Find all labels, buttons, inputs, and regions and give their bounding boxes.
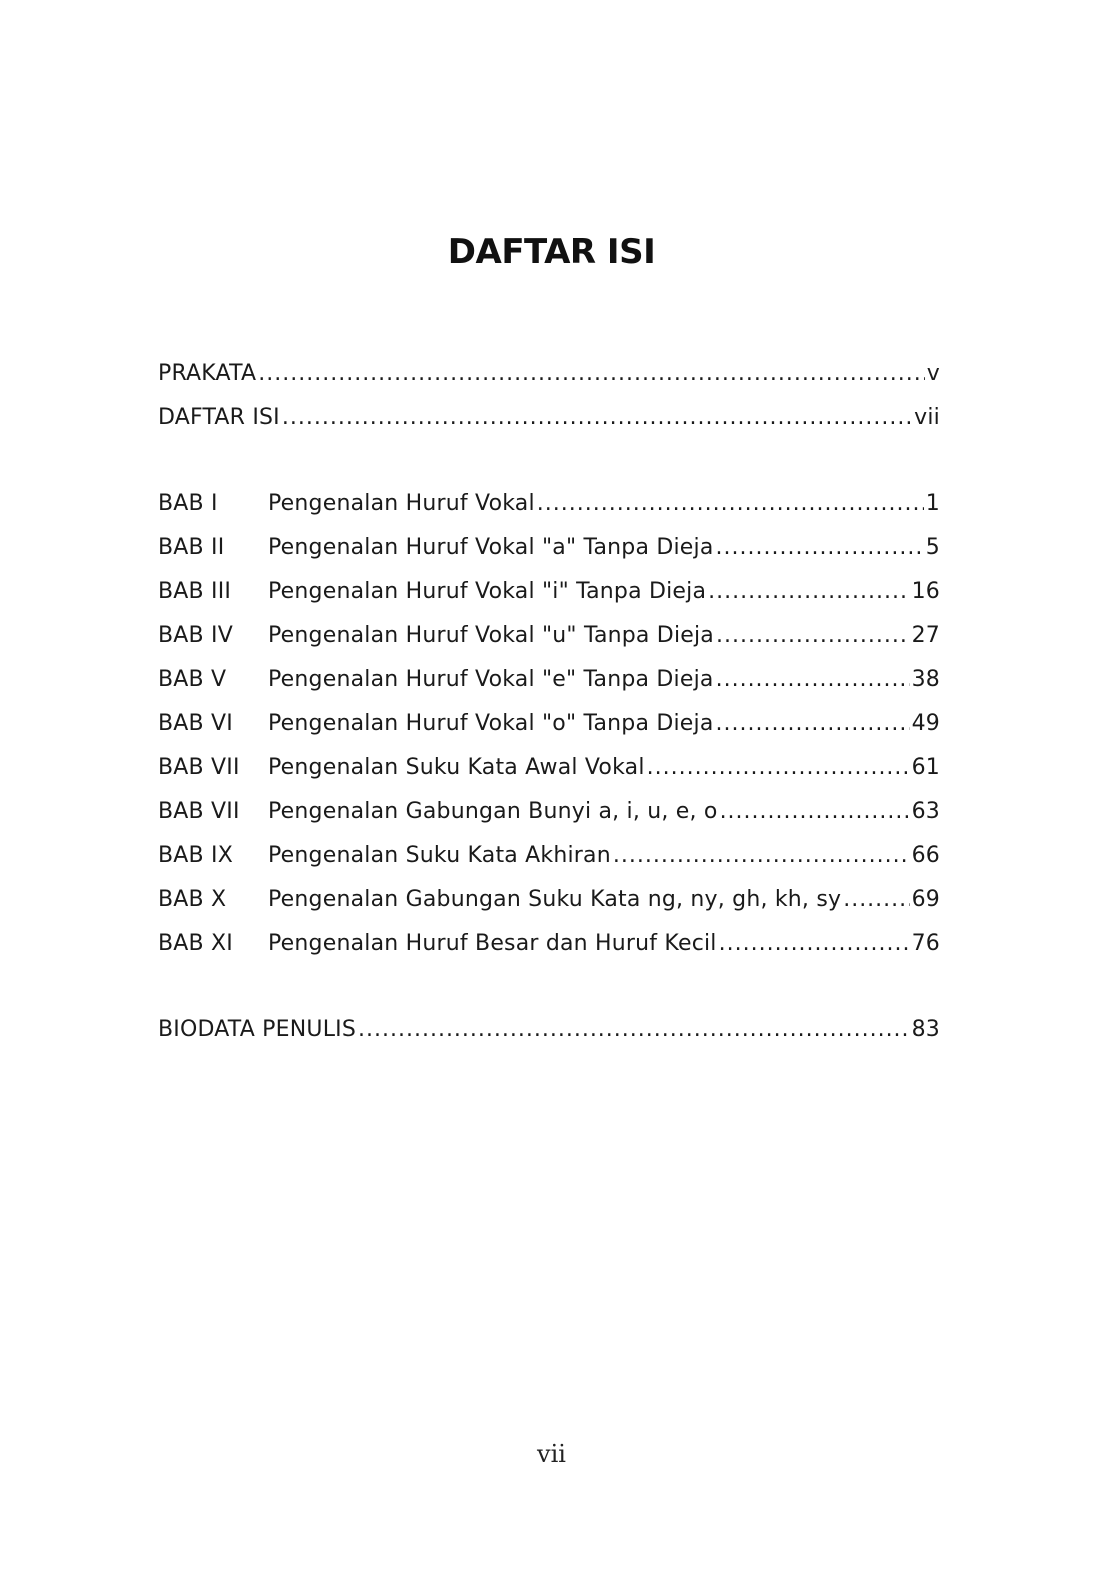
toc-entry-page: 83 bbox=[911, 1017, 940, 1042]
chapter-page: 5 bbox=[925, 535, 940, 560]
chapter-page: 69 bbox=[911, 887, 940, 912]
toc-chapter-row[interactable] bbox=[158, 482, 940, 526]
toc-entry-biodata-penulis[interactable] bbox=[158, 1008, 940, 1052]
dot-leader bbox=[537, 482, 924, 526]
chapter-title: Pengenalan Huruf Vokal "e" Tanpa Dieja bbox=[268, 667, 714, 692]
chapter-number: BAB IX bbox=[158, 843, 233, 868]
toc-entry-page: vii bbox=[914, 405, 940, 430]
toc-entry-prakata[interactable] bbox=[158, 352, 940, 396]
chapter-number: BAB VI bbox=[158, 711, 233, 736]
toc-entry-label: DAFTAR ISI bbox=[158, 405, 280, 430]
chapter-number: BAB X bbox=[158, 887, 227, 912]
dot-leader bbox=[613, 834, 910, 878]
toc-chapter-row[interactable] bbox=[158, 658, 940, 702]
dot-leader bbox=[708, 570, 909, 614]
chapter-number: BAB VII bbox=[158, 755, 240, 780]
chapter-number: BAB XI bbox=[158, 931, 233, 956]
chapter-number: BAB I bbox=[158, 491, 218, 516]
page-title: DAFTAR ISI bbox=[447, 232, 656, 272]
chapter-page: 49 bbox=[911, 711, 940, 736]
dot-leader bbox=[716, 658, 910, 702]
dot-leader bbox=[258, 352, 924, 396]
dot-leader bbox=[719, 922, 910, 966]
toc-chapter-row[interactable] bbox=[158, 526, 940, 570]
chapter-page: 16 bbox=[911, 579, 940, 604]
dot-leader bbox=[843, 878, 909, 922]
toc-back-matter bbox=[158, 1008, 940, 1052]
toc-chapter-row[interactable] bbox=[158, 790, 940, 834]
chapter-page: 61 bbox=[911, 755, 940, 780]
dot-leader bbox=[716, 702, 910, 746]
chapter-title: Pengenalan Huruf Vokal bbox=[268, 491, 535, 516]
chapter-title: Pengenalan Huruf Vokal "o" Tanpa Dieja bbox=[268, 711, 714, 736]
toc-entry-daftar-isi[interactable] bbox=[158, 396, 940, 440]
chapter-title: Pengenalan Huruf Vokal "a" Tanpa Dieja bbox=[268, 535, 714, 560]
chapter-page: 63 bbox=[911, 799, 940, 824]
dot-leader bbox=[282, 396, 912, 440]
chapter-number: BAB IV bbox=[158, 623, 233, 648]
dot-leader bbox=[716, 614, 910, 658]
toc-chapter-row[interactable] bbox=[158, 702, 940, 746]
chapter-title: Pengenalan Huruf Vokal "i" Tanpa Dieja bbox=[268, 579, 707, 604]
toc-chapter-row[interactable] bbox=[158, 878, 940, 922]
chapter-page: 66 bbox=[911, 843, 940, 868]
chapter-page: 27 bbox=[911, 623, 940, 648]
chapter-number: BAB II bbox=[158, 535, 225, 560]
chapter-page: 76 bbox=[911, 931, 940, 956]
toc-chapter-row[interactable] bbox=[158, 746, 940, 790]
dot-leader bbox=[647, 746, 910, 790]
page-number: vii bbox=[537, 1440, 566, 1468]
chapter-title: Pengenalan Gabungan Suku Kata ng, ny, gh, kh, sy bbox=[268, 887, 842, 912]
chapter-title: Pengenalan Huruf Besar dan Huruf Kecil bbox=[268, 931, 717, 956]
toc-entry-label: PRAKATA bbox=[158, 361, 257, 386]
dot-leader bbox=[720, 790, 910, 834]
toc-chapter-row[interactable] bbox=[158, 570, 940, 614]
dot-leader bbox=[716, 526, 924, 570]
toc-chapter-row[interactable] bbox=[158, 922, 940, 966]
chapter-title: Pengenalan Suku Kata Akhiran bbox=[268, 843, 611, 868]
toc-chapter-row[interactable] bbox=[158, 834, 940, 878]
chapter-page: 1 bbox=[925, 491, 940, 516]
chapter-title: Pengenalan Gabungan Bunyi a, i, u, e, o bbox=[268, 799, 718, 824]
toc-entry-page: v bbox=[926, 361, 940, 386]
dot-leader bbox=[358, 1008, 910, 1052]
toc-entry-label: BIODATA PENULIS bbox=[158, 1017, 357, 1042]
chapter-number: BAB VII bbox=[158, 799, 240, 824]
chapter-page: 38 bbox=[911, 667, 940, 692]
toc-chapters bbox=[158, 482, 940, 966]
chapter-title: Pengenalan Huruf Vokal "u" Tanpa Dieja bbox=[268, 623, 714, 648]
chapter-number: BAB V bbox=[158, 667, 227, 692]
toc-chapter-row[interactable] bbox=[158, 614, 940, 658]
toc-front-matter bbox=[158, 352, 940, 440]
chapter-number: BAB III bbox=[158, 579, 232, 604]
chapter-title: Pengenalan Suku Kata Awal Vokal bbox=[268, 755, 645, 780]
